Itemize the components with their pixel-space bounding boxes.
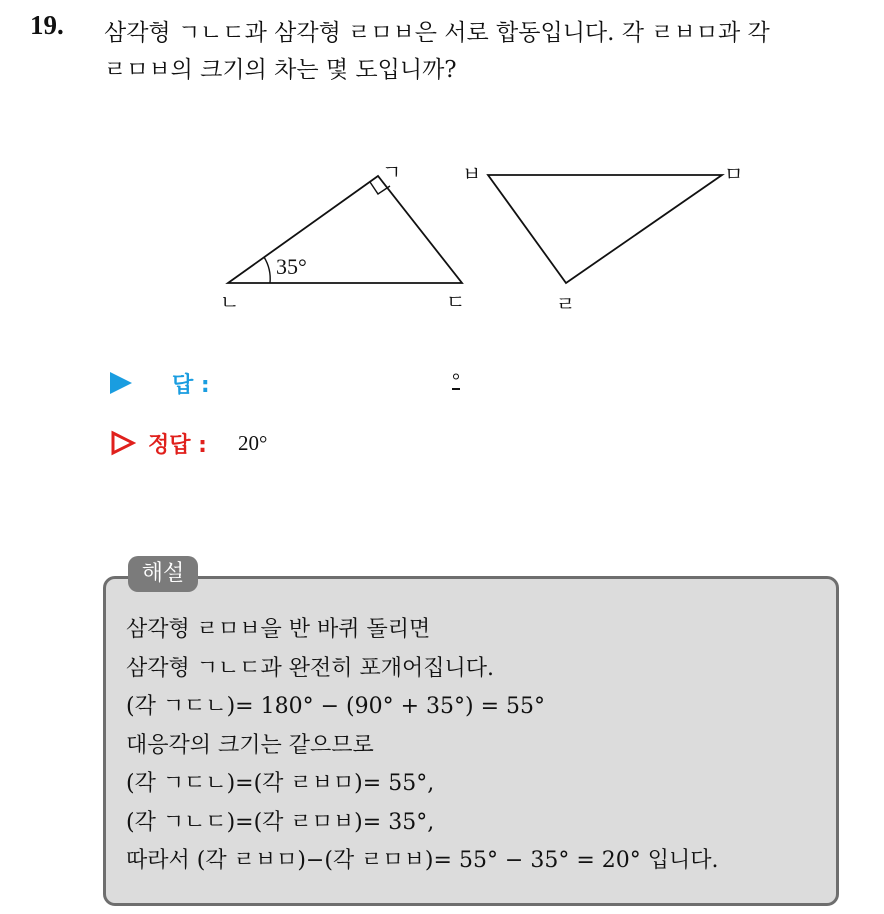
correct-arrow-icon: [110, 430, 136, 456]
solution-line-2: 삼각형 ㄱㄴㄷ과 완전히 포개어집니다.: [126, 656, 495, 681]
triangle-rieul-mieum-bieup: [488, 175, 722, 283]
vertex-label-nieun: ㄴ: [220, 290, 240, 314]
answer-arrow-icon: [110, 372, 132, 394]
solution-line-7: 따라서 (각 ㄹㅂㅁ)−(각 ㄹㅁㅂ)= 55° − 35° = 20° 입니다.: [126, 848, 719, 873]
solution-line-1: 삼각형 ㄹㅁㅂ을 반 바퀴 돌리면: [126, 617, 431, 642]
angle-arc-35: [264, 257, 270, 283]
angle-label-35: 35°: [276, 254, 307, 279]
vertex-label-mieum: ㅁ: [724, 162, 744, 186]
triangle-giyeok-nieun-digeut: [228, 176, 462, 283]
correct-answer-row: [110, 428, 510, 462]
solution-tag: 해설: [128, 556, 198, 592]
question-text-line-2: ㄹㅁㅂ의 크기의 차는 몇 도입니까?: [104, 57, 457, 83]
solution-line-4: 대응각의 크기는 같으므로: [126, 733, 374, 758]
solution-line-5: (각 ㄱㄷㄴ)=(각 ㄹㅂㅁ)= 55°,: [126, 771, 435, 796]
correct-answer-value: 20°: [238, 431, 268, 455]
question-number: 19.: [30, 10, 64, 40]
vertex-label-bieup: ㅂ: [462, 162, 482, 186]
vertex-label-giyeok: ㄱ: [382, 160, 402, 184]
triangle-figure: [210, 150, 770, 320]
answer-row: [110, 368, 510, 400]
answer-blank[interactable]: [452, 370, 460, 393]
solution-line-6: (각 ㄱㄴㄷ)=(각 ㄹㅁㅂ)= 35°,: [126, 810, 435, 835]
triangle-diagram: [210, 150, 770, 320]
solution-line-3: (각 ㄱㄷㄴ)= 180° − (90° + 35°) = 55°: [126, 694, 545, 719]
answer-unit: °: [452, 370, 460, 392]
question-text-line-1: 삼각형 ㄱㄴㄷ과 삼각형 ㄹㅁㅂ은 서로 합동입니다. 각 ㄹㅂㅁ과 각: [104, 20, 770, 46]
correct-answer-label: 정답 :: [148, 433, 207, 458]
answer-label: 답 :: [172, 373, 210, 398]
vertex-label-rieul: ㄹ: [556, 292, 576, 316]
vertex-label-digeut: ㄷ: [446, 290, 466, 314]
